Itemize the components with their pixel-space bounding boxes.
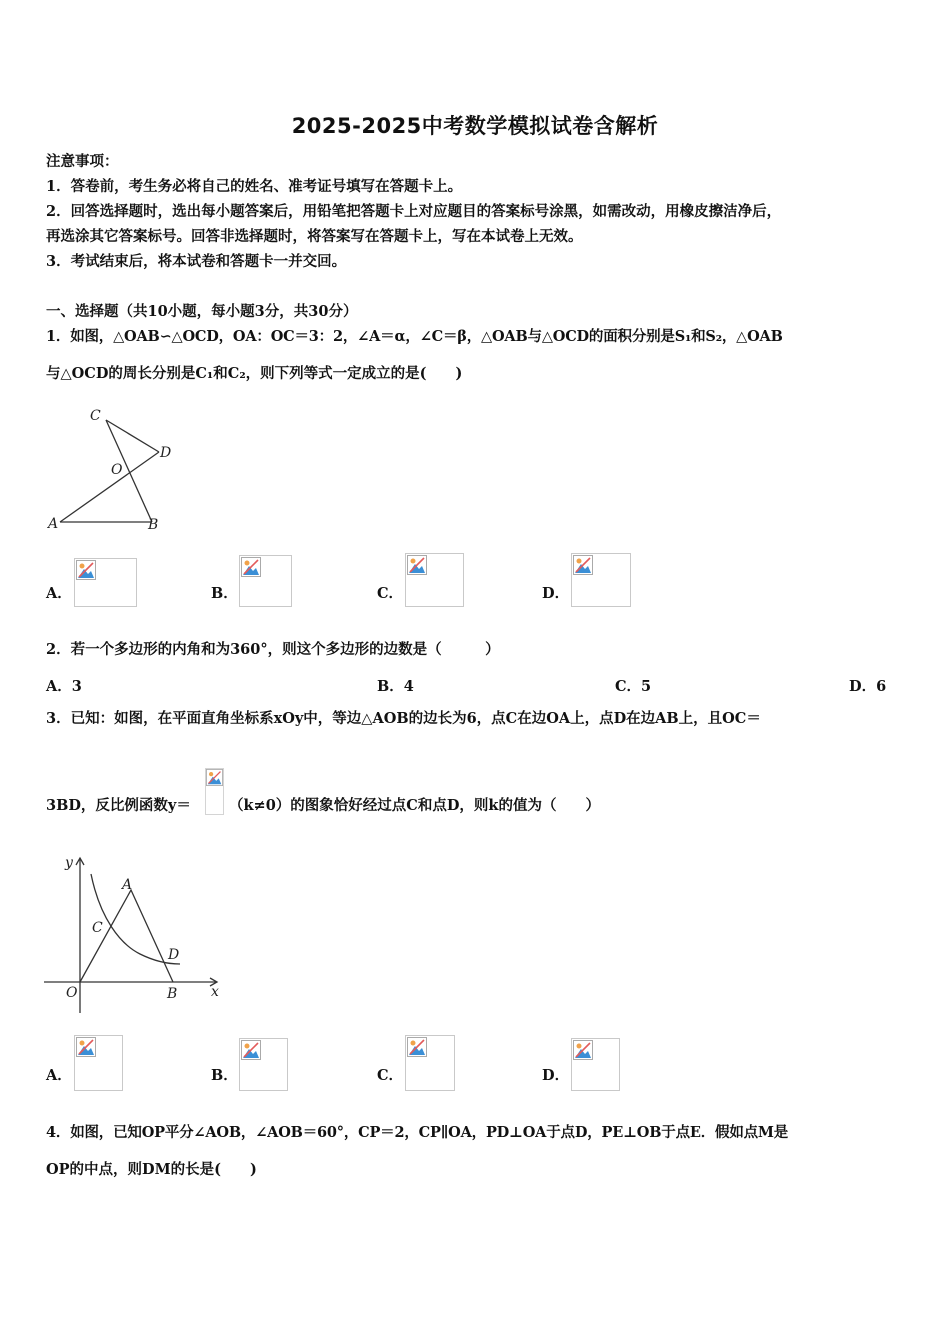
label-c: C	[90, 408, 101, 424]
q3-stem-line2-after: （k≠0）的图象恰好经过点C和点D，则k的值为（ ）	[229, 797, 600, 814]
label-x: x	[211, 984, 219, 1000]
hyperbola-curve	[91, 874, 180, 964]
notice-item-2-cont: 再选涂其它答案标号。回答非选择题时，将答案写在答题卡上，写在本试卷上无效。	[46, 228, 583, 245]
page-title: 2025-2025中考数学模拟试卷含解析	[291, 114, 659, 138]
broken-image-icon	[206, 769, 223, 786]
q3-stem-line2-before: 3BD，反比例函数y＝	[46, 797, 191, 814]
notice-heading: 注意事项：	[46, 153, 119, 170]
q1-stem-line1: 1．如图，△OAB∽△OCD，OA：OC＝3：2，∠A＝α，∠C＝β，△OAB与△OCD的面积分别是S₁和S₂，△OAB	[46, 328, 783, 345]
q3-option-a-image[interactable]	[74, 1035, 123, 1091]
broken-image-icon	[407, 555, 427, 575]
q1-option-d-label[interactable]: D．	[542, 585, 570, 602]
q2-option-a[interactable]: A．3	[46, 678, 82, 695]
label-d: D	[160, 445, 172, 461]
broken-image-icon	[76, 560, 96, 580]
q2-option-d[interactable]: D．6	[849, 678, 887, 695]
label-b: B	[148, 517, 159, 533]
broken-image-icon	[76, 1037, 96, 1057]
q4-stem-line2: OP的中点，则DM的长是( )	[46, 1161, 257, 1178]
q3-option-c-image[interactable]	[405, 1035, 455, 1091]
q2-stem: 2．若一个多边形的内角和为360°，则这个多边形的边数是（ ）	[46, 641, 500, 658]
triangle-aob	[80, 890, 173, 982]
q1-option-d-image[interactable]	[571, 553, 631, 607]
notice-item-2: 2．回答选择题时，选出每小题答案后，用铅笔把答题卡上对应题目的答案标号涂黑，如需改动，用橡皮擦洁净后，	[46, 203, 782, 220]
notice-item-3: 3．考试结束后，将本试卷和答题卡一并交回。	[46, 253, 347, 270]
q4-stem-line1: 4．如图，已知OP平分∠AOB，∠AOB＝60°，CP＝2，CP∥OA，PD⊥OA于点D，PE⊥OB于点E．假如点M是	[46, 1124, 789, 1141]
label-a: A	[48, 516, 59, 532]
q1-option-a-label[interactable]: A．	[46, 585, 72, 602]
q3-figure	[40, 848, 230, 1018]
q1-option-a-image[interactable]	[74, 558, 137, 607]
q3-fraction-image	[205, 768, 224, 815]
label-y: y	[65, 855, 73, 871]
broken-image-icon	[241, 557, 261, 577]
q2-option-c[interactable]: C．5	[615, 678, 652, 695]
label-o: O	[66, 985, 78, 1001]
q3-option-b-image[interactable]	[239, 1038, 288, 1091]
q1-option-c-image[interactable]	[405, 553, 464, 607]
q3-option-c-label[interactable]: C．	[377, 1067, 404, 1084]
q1-figure	[44, 400, 184, 536]
section-heading: 一、选择题（共10小题，每小题3分，共30分）	[46, 303, 358, 320]
label-a: A	[122, 877, 133, 893]
label-b: B	[167, 986, 178, 1002]
broken-image-icon	[573, 1040, 593, 1060]
label-o: O	[111, 462, 123, 478]
label-d: D	[168, 947, 180, 963]
q3-option-d-image[interactable]	[571, 1038, 620, 1091]
q3-option-d-label[interactable]: D．	[542, 1067, 570, 1084]
q1-option-c-label[interactable]: C．	[377, 585, 404, 602]
broken-image-icon	[407, 1037, 427, 1057]
q3-stem-line1: 3．已知：如图，在平面直角坐标系xOy中，等边△AOB的边长为6，点C在边OA上，点D在边AB上，且OC＝	[46, 710, 761, 727]
segment-ad	[60, 452, 159, 522]
q3-option-a-label[interactable]: A．	[46, 1067, 72, 1084]
broken-image-icon	[241, 1040, 261, 1060]
q3-option-b-label[interactable]: B．	[211, 1067, 238, 1084]
q1-option-b-label[interactable]: B．	[211, 585, 238, 602]
notice-item-1: 1．答卷前，考生务必将自己的姓名、准考证号填写在答题卡上。	[46, 178, 463, 195]
segment-cd	[106, 420, 159, 452]
q1-option-b-image[interactable]	[239, 555, 292, 607]
broken-image-icon	[573, 555, 593, 575]
q2-option-b[interactable]: B．4	[377, 678, 414, 695]
label-c: C	[92, 920, 103, 936]
q1-stem-line2: 与△OCD的周长分别是C₁和C₂，则下列等式一定成立的是( )	[46, 365, 463, 382]
